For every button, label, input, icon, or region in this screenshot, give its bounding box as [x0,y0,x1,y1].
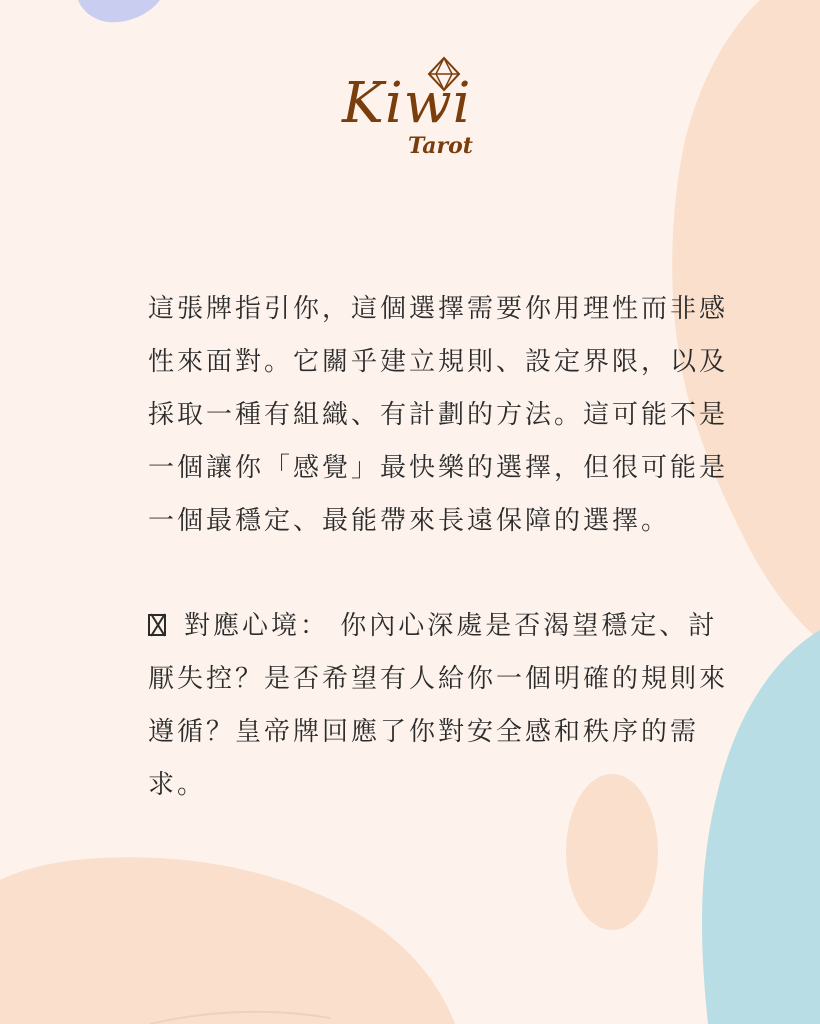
lavender-blob [78,0,160,22]
peach-blob-bottom [0,857,455,1024]
mood-label: 對應心境： [184,611,330,641]
brand-logo [330,52,490,172]
mood-paragraph [148,600,728,812]
card-content [148,283,728,812]
missing-glyph-icon [148,614,166,636]
brand-subtitle: Tarot [408,133,473,159]
brand-name: Kiwi [342,71,472,136]
mood-text: 你內心深處是否渴望穩定、討厭失控？是否希望有人給你一個明確的規則來遵循？皇帝牌回應了你對安全感和秩序的需求。 [148,611,729,800]
guidance-paragraph: 這張牌指引你，這個選擇需要你用理性而非感性來面對。它關乎建立規則、設定界限，以及採取一種有組織、有計劃的方法。這可能不是一個讓你「感覺」最快樂的選擇，但很可能是一個最穩定、最能帶來長遠保障的選擇。 [148,294,729,536]
